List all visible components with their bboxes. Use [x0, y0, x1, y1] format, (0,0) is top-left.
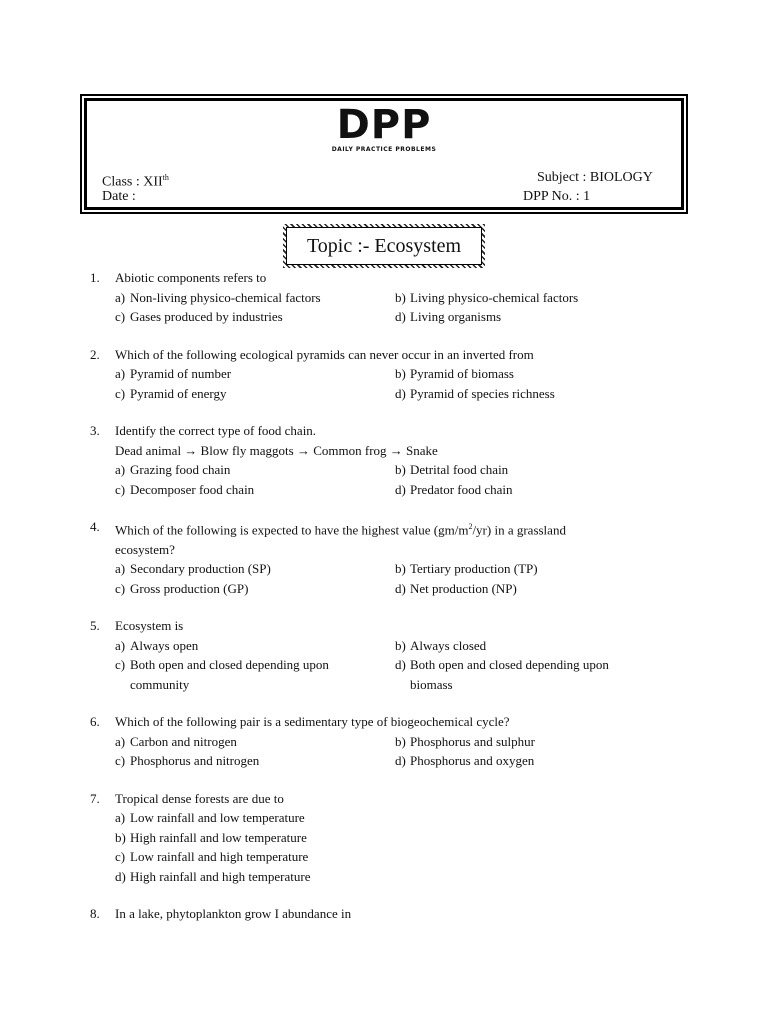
topic-box [283, 224, 485, 268]
date-field: Date : [102, 189, 136, 204]
question-text: Identify the correct type of food chain. [115, 423, 317, 438]
question-7 [90, 789, 680, 887]
option-a: a) Non-living physico-chemical factors [115, 289, 321, 305]
question-number: 4. [90, 519, 100, 534]
question-number: 8. [90, 906, 100, 922]
option-c-continued: community [130, 676, 190, 692]
option-c: c) Decomposer food chain [115, 481, 255, 497]
question-number: 1. [90, 270, 100, 285]
option-a: a) Grazing food chain [115, 462, 231, 477]
option-b: b) Tertiary production (TP) [395, 561, 538, 577]
question-text: In a lake, phytoplankton grow I abundance in [115, 906, 352, 922]
option-c: c) Gross production (GP) [115, 580, 249, 596]
question-8 [90, 904, 680, 924]
option-d: d) High rainfall and high temperature [115, 868, 311, 884]
option-a: a) Low rainfall and low temperature [115, 810, 305, 826]
question-text: Which of the following is expected to have the highest value $(gm/m^2/yr)$ in a grassland [115, 522, 566, 538]
question-6 [90, 712, 680, 771]
option-b: b) High rainfall and low temperature [115, 829, 307, 845]
option-d: d) Predator food chain [395, 481, 513, 497]
option-d: d) Pyramid of species richness [395, 385, 555, 401]
food-chain-sequence: Dead animal → Blow fly maggots → Common frog → Snake [115, 442, 438, 458]
question-4 [90, 517, 680, 598]
question-text: Which of the following ecological pyramids can never occur in an inverted from [115, 346, 534, 362]
subject-field: Subject : BIOLOGY [537, 170, 653, 185]
topic-title: Topic :- Ecosystem [286, 227, 482, 265]
question-text: Abiotic components refers to [115, 270, 267, 285]
header-box [80, 94, 688, 214]
option-c: c) Both open and closed depending upon [115, 657, 329, 673]
option-c: c) Phosphorus and nitrogen [115, 753, 260, 769]
option-d: d) Net production (NP) [395, 580, 517, 596]
option-b: b) Living physico-chemical factors [395, 289, 579, 305]
option-d: d) Both open and closed depending upon [395, 657, 609, 673]
option-b: b) Phosphorus and sulphur [395, 733, 535, 749]
option-c: c) Gases produced by industries [115, 309, 283, 324]
dpp-number-field: DPP No. : 1 [523, 189, 591, 204]
question-text: Tropical dense forests are due to [115, 790, 284, 806]
logo-subtitle: DAILY PRACTICE PROBLEMS [331, 146, 437, 153]
option-a: a) Secondary production (SP) [115, 561, 271, 577]
question-text: Ecosystem is [115, 618, 184, 634]
option-d-continued: biomass [410, 676, 453, 692]
option-b: b) Detrital food chain [395, 462, 509, 477]
class-label: Class : XII [102, 174, 163, 190]
option-c: c) Low rainfall and high temperature [115, 849, 309, 865]
option-b: b) Always closed [395, 637, 487, 653]
question-number: 2. [90, 346, 100, 362]
question-3 [90, 421, 680, 499]
logo-text: DPP [336, 102, 432, 148]
question-number: 3. [90, 423, 100, 438]
question-text-continued: ecosystem? [115, 541, 175, 557]
dpp-logo [87, 102, 681, 153]
question-number: 5. [90, 618, 100, 634]
option-d: d) Phosphorus and oxygen [395, 753, 535, 769]
option-a: a) Always open [115, 637, 199, 653]
question-text: Which of the following pair is a sedimentary type of biogeochemical cycle? [115, 714, 510, 730]
option-a: a) Carbon and nitrogen [115, 733, 237, 749]
question-number: 6. [90, 714, 100, 730]
option-b: b) Pyramid of biomass [395, 366, 514, 381]
question-2 [90, 345, 680, 404]
class-suffix: th [162, 173, 169, 182]
question-5 [90, 616, 680, 694]
header-inner-border [84, 98, 684, 210]
question-1 [90, 268, 680, 327]
question-list [90, 268, 680, 942]
question-number: 7. [90, 790, 100, 806]
option-a: a) Pyramid of number [115, 366, 232, 381]
option-d: d) Living organisms [395, 309, 502, 324]
option-c: c) Pyramid of energy [115, 385, 227, 401]
